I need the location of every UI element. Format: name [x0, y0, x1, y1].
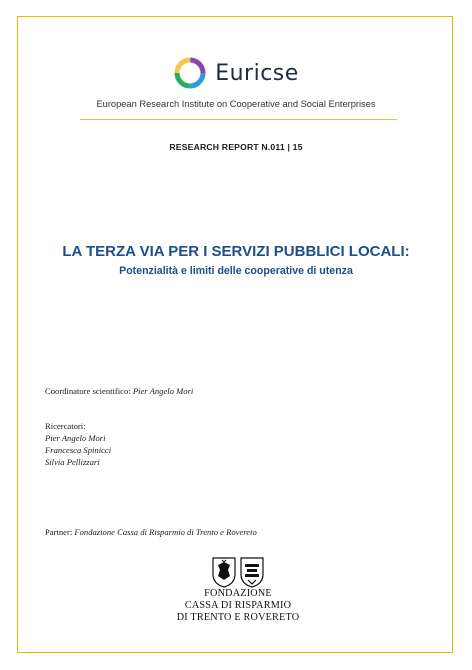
coordinator-name: Pier Angelo Mori: [132, 386, 194, 396]
euricse-logo: [0, 56, 472, 90]
report-number: RESEARCH REPORT N.011 | 15: [169, 142, 303, 152]
report-title: LA TERZA VIA PER I SERVIZI PUBBLICI LOCALI:: [62, 243, 410, 260]
institute-name: European Research Institute on Cooperative and Social Enterprises: [96, 99, 376, 109]
researcher-name: Pier Angelo Mori: [45, 433, 106, 443]
partner-name: Fondazione Cassa di Risparmio di Trento e Rovereto: [74, 527, 257, 537]
header-divider: [80, 119, 397, 120]
foundation-logo: [168, 556, 308, 624]
partner-label: Partner:: [45, 527, 75, 537]
researcher-name: Francesca Spinicci: [45, 445, 112, 455]
coordinator-label: Coordinatore scientifico:: [45, 386, 133, 396]
foundation-crest-icon: [209, 556, 267, 588]
foundation-line: DI TRENTO E ROVERETO: [176, 612, 300, 623]
coordinator-line: [45, 386, 193, 396]
report-subtitle: Potenzialità e limiti delle cooperative di utenza: [119, 265, 353, 277]
partner-line: [45, 527, 257, 537]
foundation-line: CASSA DI RISPARMIO: [184, 600, 292, 611]
foundation-line: FONDAZIONE: [204, 588, 272, 599]
researchers-label: Ricercatori:: [45, 421, 86, 431]
euricse-ring-icon: [173, 56, 207, 90]
brand-name: Euricse: [215, 60, 299, 86]
researcher-name: Silvia Pellizzari: [45, 457, 100, 467]
